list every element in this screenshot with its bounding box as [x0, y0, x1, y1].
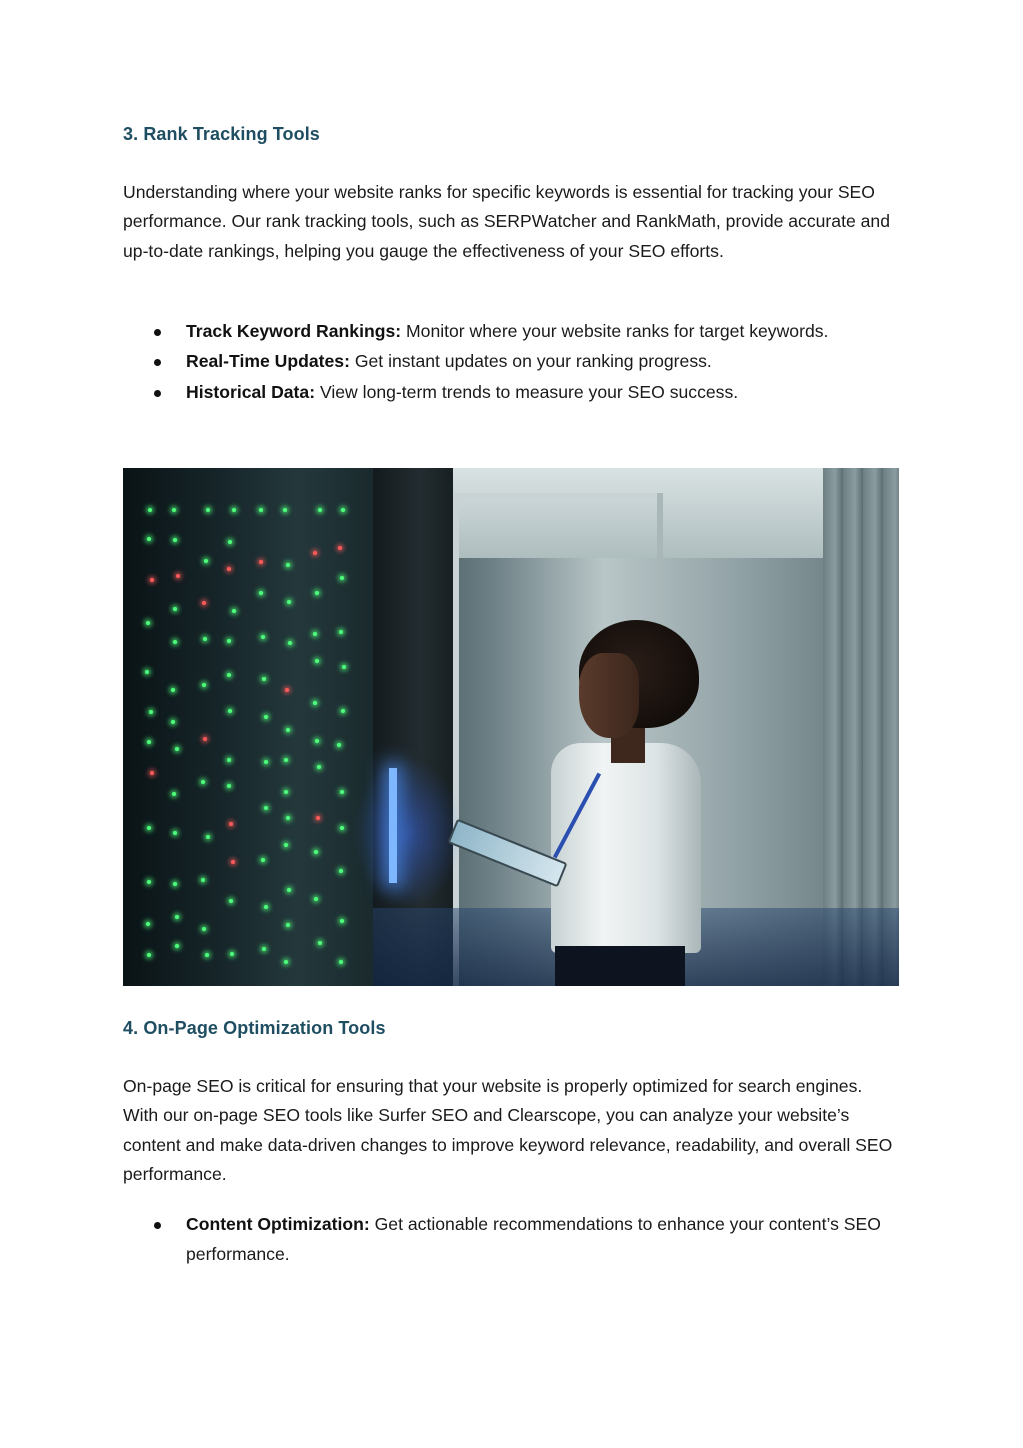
server-room-photo [123, 468, 899, 986]
led-icon [173, 882, 177, 886]
led-icon [315, 739, 319, 743]
led-icon [150, 771, 154, 775]
led-icon [147, 537, 151, 541]
led-icon [228, 540, 232, 544]
led-icon [202, 601, 206, 605]
led-icon [341, 709, 345, 713]
led-icon [314, 850, 318, 854]
led-icon [148, 508, 152, 512]
bullet-text: Monitor where your website ranks for target keywords. [401, 321, 829, 341]
led-icon [259, 508, 263, 512]
led-icon [172, 792, 176, 796]
led-icon [313, 551, 317, 555]
bullet-icon [154, 390, 161, 397]
led-icon [264, 760, 268, 764]
led-icon [171, 688, 175, 692]
bullet-title: Content Optimization: [186, 1214, 370, 1234]
led-icon [288, 641, 292, 645]
led-icon [259, 560, 263, 564]
bullet-list-on-page [186, 1210, 900, 1270]
led-icon [264, 806, 268, 810]
led-icon [318, 508, 322, 512]
led-icon [173, 538, 177, 542]
led-icon [287, 888, 291, 892]
led-icon [173, 831, 177, 835]
led-icon [284, 758, 288, 762]
led-icon [286, 728, 290, 732]
led-icon [264, 905, 268, 909]
led-icon [229, 899, 233, 903]
led-icon [232, 609, 236, 613]
led-icon [287, 600, 291, 604]
led-icon [339, 869, 343, 873]
led-icon [340, 826, 344, 830]
bullet-icon [154, 329, 161, 336]
section-heading-rank-tracking: 3. Rank Tracking Tools [123, 124, 320, 144]
led-icon [147, 740, 151, 744]
led-icon [227, 673, 231, 677]
led-icon [264, 715, 268, 719]
led-icon [171, 720, 175, 724]
led-icon [337, 743, 341, 747]
led-icon [340, 790, 344, 794]
bullet-icon [154, 1222, 161, 1229]
led-icon [227, 758, 231, 762]
led-icon [229, 822, 233, 826]
led-icon [261, 635, 265, 639]
led-icon [286, 816, 290, 820]
led-icon [206, 508, 210, 512]
led-icon [227, 784, 231, 788]
led-icon [145, 670, 149, 674]
led-icon [313, 632, 317, 636]
led-icon [316, 816, 320, 820]
led-icon [315, 659, 319, 663]
section-paragraph-rank-tracking: Understanding where your website ranks for specific keywords is essential for tracking your SEO performance. Our rank tracking tools, such as SERPWatcher and RankMath, provide accurate and up-to-date rankings, helping you gauge the effectiveness of your SEO efforts. [123, 182, 890, 261]
led-icon [286, 563, 290, 567]
photo-tablet [447, 819, 567, 888]
led-icon [149, 710, 153, 714]
led-icon [339, 630, 343, 634]
led-icon [175, 747, 179, 751]
led-icon [339, 960, 343, 964]
section-heading-on-page: 4. On-Page Optimization Tools [123, 1018, 386, 1038]
led-icon [341, 508, 345, 512]
list-item [186, 378, 900, 408]
bullet-text: Get actionable recommendations to enhance your content’s SEO performance. [186, 1214, 881, 1264]
led-icon [227, 639, 231, 643]
led-icon [147, 953, 151, 957]
led-icon [314, 897, 318, 901]
led-icon [284, 960, 288, 964]
led-icon [203, 637, 207, 641]
led-icon [317, 765, 321, 769]
led-icon [201, 780, 205, 784]
led-icon [205, 953, 209, 957]
bullet-text: Get instant updates on your ranking progress. [349, 351, 712, 372]
led-icon [146, 922, 150, 926]
bullet-title: Historical Data: [186, 381, 316, 402]
led-icon [232, 508, 236, 512]
led-icon [340, 919, 344, 923]
led-icon [318, 941, 322, 945]
led-icon [147, 880, 151, 884]
led-icon [175, 944, 179, 948]
led-icon [285, 688, 289, 692]
photo-blue-glow [353, 758, 463, 908]
bullet-title: Track Keyword Rankings: [186, 321, 402, 341]
led-icon [315, 591, 319, 595]
led-icon [342, 665, 346, 669]
led-icon [176, 574, 180, 578]
led-icon [230, 952, 234, 956]
led-icon [175, 915, 179, 919]
led-icon [284, 843, 288, 847]
bullet-list-rank-tracking [186, 317, 900, 408]
led-icon [283, 508, 287, 512]
bullet-title: Real-Time Updates: [186, 351, 350, 372]
led-icon [227, 567, 231, 571]
led-icon [173, 640, 177, 644]
led-icon [338, 546, 342, 550]
led-icon [228, 709, 232, 713]
led-icon [173, 607, 177, 611]
led-icon [286, 923, 290, 927]
led-icon [202, 927, 206, 931]
led-icon [259, 591, 263, 595]
photo-person-pants [555, 946, 685, 986]
led-icon [313, 701, 317, 705]
led-icon [206, 835, 210, 839]
led-icon [147, 826, 151, 830]
led-icon [203, 737, 207, 741]
list-item [186, 1210, 900, 1269]
photo-person-shirt [551, 743, 701, 953]
photo-door-frame-top [453, 493, 663, 499]
led-icon [284, 790, 288, 794]
led-icon [202, 683, 206, 687]
led-icon [204, 559, 208, 563]
led-icon [261, 858, 265, 862]
bullet-icon [154, 359, 161, 366]
led-icon [262, 947, 266, 951]
led-icon [146, 621, 150, 625]
list-item [186, 347, 900, 377]
bullet-text: View long-term trends to measure your SEO success. [315, 381, 739, 402]
section-paragraph-on-page: On-page SEO is critical for ensuring that your website is properly optimized for search engines. With our on-page SEO tools like Surfer SEO and Clearscope, you can analyze your website’s content and make data-driven changes to improve keyword relevance, readability, and overall SEO performance. [123, 1076, 893, 1184]
led-icon [201, 878, 205, 882]
photo-blue-light [389, 768, 397, 883]
led-icon [262, 677, 266, 681]
photo-person-face [579, 653, 639, 738]
led-icon [231, 860, 235, 864]
led-icon [172, 508, 176, 512]
photo-server-rack-left [123, 468, 373, 986]
led-icon [340, 576, 344, 580]
list-item [186, 317, 900, 347]
led-icon [150, 578, 154, 582]
